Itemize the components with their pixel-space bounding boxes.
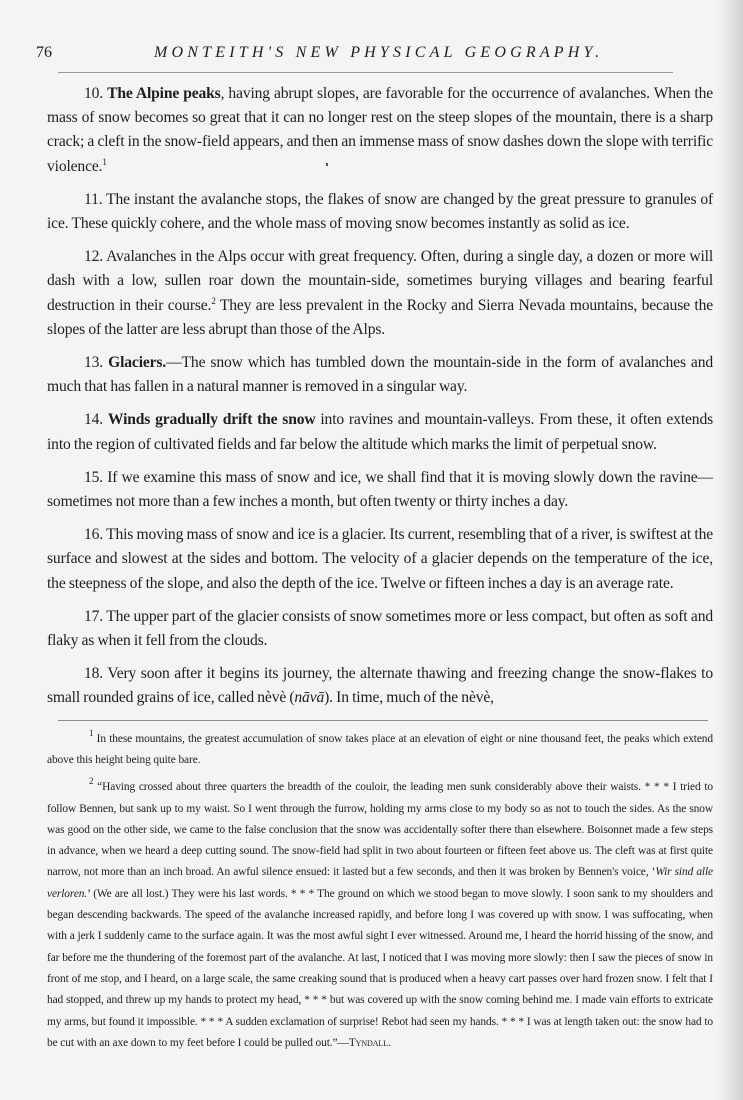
paragraph-text: The upper part of the glacier consists of snow sometimes more or less compact, but often as soft and flaky as when it fell from the clouds.: [47, 607, 714, 650]
paragraph-number: 11.: [84, 190, 103, 208]
paragraph-number: 12.: [84, 248, 104, 266]
paragraph-text-continued: ). In time, much of the nèvè,: [324, 689, 494, 707]
footnote-2: [47, 777, 713, 1054]
footnote-ref-1[interactable]: 1: [102, 156, 107, 167]
paragraph-text: Avalanches in the Alps occur with great frequency. Often, during a single day, a dozen or more will dash with a low, sullen roar down the mountain-side, sometimes burying villages and bearing fearful destruction in their course.: [47, 248, 714, 314]
paragraph-number: 13.: [84, 354, 104, 372]
paragraph-13: [47, 351, 713, 399]
paragraph-17: [47, 605, 713, 653]
paragraph-text: —The snow which has tumbled down the mountain-side in the form of avalanches and much that has fallen in a natural manner is removed in a singular way.: [47, 354, 713, 396]
footnote-marker: 1: [89, 727, 94, 738]
paragraph-14: [47, 408, 713, 456]
page-number: 76: [36, 44, 52, 61]
footnote-marker: 2: [89, 776, 94, 787]
pronunciation: nāvā: [294, 689, 325, 707]
footnote-text: “Having crossed about three quarters the breadth of the couloir, the leading men sunk considerably above their waists. * * * I tried to follow Bennen, but sank up to my waist. So I went through the furrow, holding my arms close to my body so as not to touch the sides. As the snow was good on the other side, we came to the false conclusion that the snow was accidentally softer there than elsewhere. Boisonnet made a few steps in advance, when we heard a deep cutting sound. The snow-field had split in two about fourteen or fifteen feet above us. The cleft was at first quite narrow, not more than an inch broad. An awful silence ensued: it lasted but a few seconds, and then it was broken by Bennen's voice, ‘: [47, 781, 713, 879]
paragraph-number: 15.: [84, 468, 104, 486]
paragraph-10: [47, 82, 713, 179]
footnote-ref-2[interactable]: 2: [211, 295, 216, 306]
footnotes: [47, 729, 713, 1054]
paragraph-heading: Glaciers.: [108, 354, 167, 372]
running-title: MONTEITH'S NEW PHYSICAL GEOGRAPHY.: [154, 44, 604, 61]
print-speck: [326, 163, 328, 166]
running-header: [36, 44, 713, 66]
paragraph-heading: The Alpine peaks: [107, 85, 221, 102]
paragraph-text: If we examine this mass of snow and ice, we shall find that it is moving slowly down the ravine—sometimes not more than a few inches a month, but often twenty or thirty inches a day.: [47, 468, 714, 511]
paragraph-15: [47, 466, 713, 514]
paragraph-text: Very soon after it begins its journey, the alternate thawing and freezing change the snow-flakes to small rounded grains of ice, called nèvè (: [47, 665, 713, 707]
paragraph-text-continued: They are less prevalent in the Rocky and Sierra Nevada mountains, because the slopes of the latter are less abrupt than those of the Alps.: [47, 296, 713, 338]
paragraph-18: [47, 662, 713, 710]
paragraph-number: 10.: [84, 85, 104, 102]
footnote-1: [47, 729, 713, 772]
attribution: Tyndall.: [348, 1036, 391, 1049]
paragraph-text: This moving mass of snow and ice is a glacier. Its current, resembling that of a river, is swiftest at the surface and slowest at the sides and bottom. The velocity of a glacier depends on the temperature of the ice, the steepness of the slope, and also the depth of the ice. Twelve or fifteen inches a day is an average rate.: [47, 526, 714, 592]
paragraph-number: 16.: [84, 526, 104, 544]
paragraph-number: 18.: [84, 665, 104, 683]
paragraph-12: [47, 245, 713, 342]
paragraph-16: [47, 523, 713, 596]
paragraph-text: The instant the avalanche stops, the flakes of snow are changed by the great pressure to granules of ice. These quickly cohere, and the whole mass of moving snow becomes instantly as solid as ice.: [47, 190, 714, 233]
header-rule: [58, 72, 673, 73]
paragraph-number: 17.: [84, 607, 104, 625]
footnote-text: In these mountains, the greatest accumulation of snow takes place at an elevation of eight or nine thousand feet, the peaks which extend above this height being quite bare.: [47, 732, 713, 766]
paragraph-11: [47, 188, 713, 236]
paragraph-text: , having abrupt slopes, are favorable for the occurrence of avalanches. When the mass of snow becomes so great that it can no longer rest on the steep slopes of the mountain, there is a sharp crack; a cleft in the snow-field appears, and then an immense mass of snow dashes down the slope with terrific violence.: [47, 85, 713, 175]
body-text: [47, 82, 713, 711]
foreign-quote: Wir sind alle verloren.: [47, 866, 713, 900]
paragraph-number: 14.: [84, 411, 104, 429]
footnote-text-continued: ’ (We are all lost.) They were his last words. * * * The ground on which we stood began to move slowly. I soon sank to my shoulders and began descending backwards. The speed of the avalanche increased rapidly, and before long I was covered up with snow. I was suffocating, when with a jerk I suddenly came to the surface again. It was the most awful sight I ever witnessed. Around me, I heard the horrid hissing of the snow, and far before me the thundering of the foremost part of the avalanche. At last, I noticed that I was moving more slowly: then I saw the pieces of snow in front of me stop, and I heard, on a large scale, the same creaking sound that is produced when a heavy cart passes over hard frozen snow. I felt that I had stopped, and threw up my hands to protect my head, * * * but was covered up with the snow coming behind me. I made vain efforts to extricate my arms, but found it impossible. * * * A sudden exclamation of surprise! Rebot had seen my hands. * * * I was at length taken out: the snow had to be cut with an axe down to my feet before I could be pulled out.”—: [47, 887, 713, 1049]
paragraph-text: into ravines and mountain-valleys. From these, it often extends into the region of cultivated fields and far below the altitude which marks the limit of perpetual snow.: [47, 411, 714, 453]
footnote-rule: [58, 720, 708, 721]
paragraph-heading: Winds gradually drift the snow: [107, 411, 316, 429]
